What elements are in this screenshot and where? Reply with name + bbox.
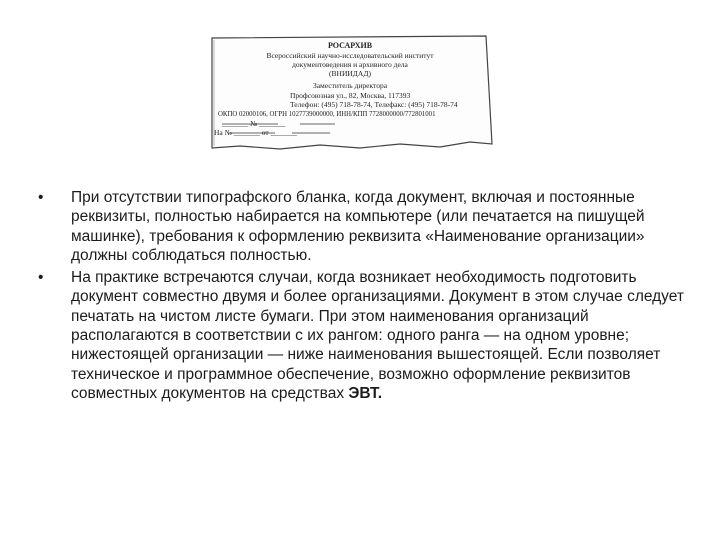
bullet-dot-icon: •: [38, 269, 44, 287]
form-org-abbr: (ВНИИДАД): [329, 69, 371, 78]
bullet-strong-term: ЭВТ.: [348, 384, 383, 402]
form-subdivision: Заместитель директора: [312, 81, 388, 90]
bullet-dot-icon: •: [38, 189, 44, 206]
form-org-full-line2: документоведения и архивного дела: [292, 60, 408, 69]
bullet-list: [38, 188, 688, 406]
bullet-text: При отсутствии типографского бланка, когда документ, включая и постоянные реквизиты, полностью набирается на компьютере (или печатается на пишущей машинке), требования к оформлению реквизита «Наименование организации» должны соблюдаться полностью.: [71, 189, 645, 264]
form-number-ref: На № _______ от _______: [214, 128, 297, 137]
form-codes-line: ОКПО 02000106, ОГРН 1027739000000, ИНН/КПП 7728000000/772801001: [218, 111, 436, 118]
form-org-full-line1: Всероссийский научно-исследовательский институт: [266, 51, 434, 60]
form-org-short: РОСАРХИВ: [327, 41, 373, 50]
form-address-line2: Телефон: (495) 718-78-74, Телефакс: (495) 718-78-74: [290, 100, 458, 109]
bullet-item: [38, 188, 688, 265]
bullet-item: [38, 268, 688, 403]
letterhead-form-image: [200, 30, 496, 154]
form-date-ref: _______ № _______: [222, 119, 286, 128]
form-address-line1: Профсоюзная ул., 82, Москва, 117393: [290, 91, 411, 100]
bullet-text: На практике встречаются случаи, когда возникает необходимость подготовить документ совместно двумя и более организациями. Документ в этом случае следует печатать на чистом листе бумаги. При этом наименования организаций располагаются в соответствии с их рангом: одного ранга — на одном уровне; нижестоящей организации — ниже наименования вышестоящей. Если позволяет техническое и программное обеспечение, возможно оформление реквизитов совместных документов на средствах: [71, 269, 684, 402]
